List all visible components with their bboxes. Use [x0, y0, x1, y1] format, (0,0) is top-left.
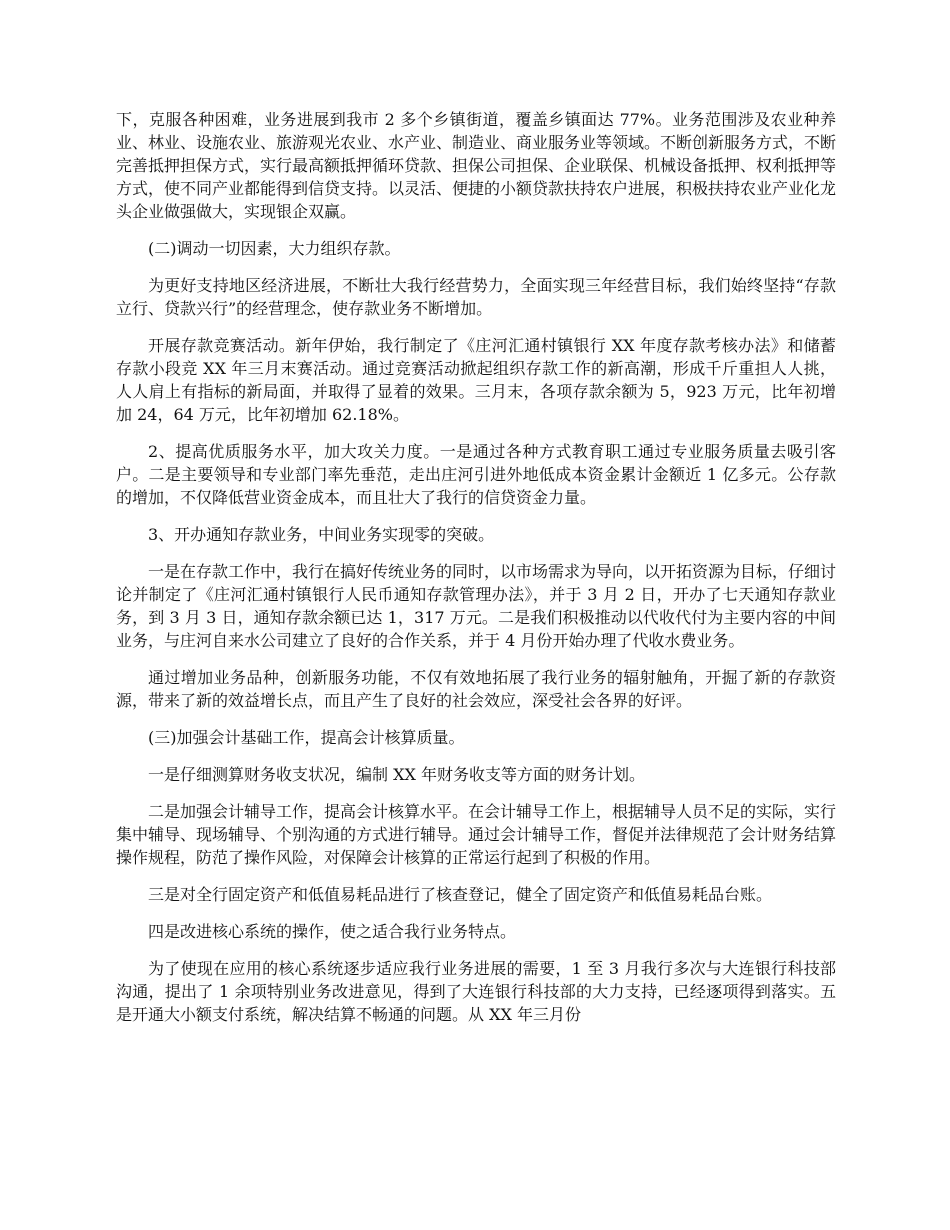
paragraph-notice-deposit-heading: 3、开办通知存款业务，中间业务实现零的突破。: [148, 525, 495, 544]
paragraph-financial-plan: 一是仔细测算财务收支状况，编制 XX 年财务收支等方面的财务计划。: [148, 765, 645, 784]
paragraph-service-quality: 2、提高优质服务水平，加大攻关力度。一是通过各种方式教育职工通过专业服务质量去吸引客户。二是主要领导和专业部门率先垂范，走出庄河引进外地低成本资金累计金额近 1 亿多元。公存款的增加，不仅降低营业资金成本，而且壮大了我行的信贷资金力量。: [116, 442, 836, 507]
paragraph-core-system: 四是改进核心系统的操作，使之适合我行业务特点。: [148, 922, 517, 941]
document-page: [116, 108, 836, 1040]
paragraph-accounting-guidance: 二是加强会计辅导工作，提高会计核算水平。在会计辅导工作上，根据辅导人员不足的实际，实行集中辅导、现场辅导、个别沟通的方式进行辅导。通过会计辅导工作，督促并法律规范了会计财务结算操作规程，防范了操作风险，对保障会计核算的正常运行起到了积极的作用。: [116, 802, 837, 867]
paragraph-fixed-assets: 三是对全行固定资产和低值易耗品进行了核查登记，健全了固定资产和低值易耗品台账。: [148, 885, 773, 904]
paragraph-deposit-competition: 开展存款竞赛活动。新年伊始，我行制定了《庄河汇通村镇银行 XX 年度存款考核办法》和储蓄存款小段竞 XX 年三月末赛活动。通过竞赛活动掀起组织存款工作的新高潮，形成千斤重担人人挑，人人肩上有指标的新局面，并取得了显着的效果。三月末，各项存款余额为 5，923 万元，比年初增加 24，64 万元，比年初增加 62.18%。: [116, 336, 836, 424]
paragraph-deposit-philosophy: 为更好支持地区经济进展，不断壮大我行经营势力，全面实现三年经营目标，我们始终坚持“存款立行、贷款兴行”的经营理念，使存款业务不断增加。: [116, 276, 836, 318]
section-heading-accounting: (三)加强会计基础工作，提高会计核算质量。: [148, 728, 465, 747]
paragraph-core-system-improvement: 为了使现在应用的核心系统逐步适应我行业务进展的需要，1 至 3 月我行多次与大连银行科技部沟通，提出了 1 余项特别业务改进意见，得到了大连银行科技部的大力支持，已经逐项得到落实。五是开通大小额支付系统，解决结算不畅通的问题。从 XX 年三月份: [116, 959, 836, 1024]
paragraph-business-expansion: 通过增加业务品种，创新服务功能，不仅有效地拓展了我行业务的辐射触角，开掘了新的存款资源，带来了新的效益增长点，而且产生了良好的社会效应，深受社会各界的好评。: [116, 668, 836, 710]
section-heading-deposits: (二)调动一切因素，大力组织存款。: [148, 239, 401, 258]
paragraph-continuation: 下，克服各种困难，业务进展到我市 2 多个乡镇街道，覆盖乡镇面达 77%。业务范围涉及农业种养业、林业、设施农业、旅游观光农业、水产业、制造业、商业服务业等领域。不断创新服务方式，不断完善抵押担保方式，实行最高额抵押循环贷款、担保公司担保、企业联保、机械设备抵押、权利抵押等方式，使不同产业都能得到信贷支持。以灵活、便捷的小额贷款扶持农户进展，积极扶持农业产业化龙头企业做强做大，实现银企双赢。: [116, 110, 837, 221]
paragraph-notice-deposit: 一是在存款工作中，我行在搞好传统业务的同时，以市场需求为导向，以开拓资源为目标，仔细讨论并制定了《庄河汇通村镇银行人民币通知存款管理办法》，并于 3 月 2 日，开办了七天通知存款业务，到 3 月 3 日，通知存款余额已达 1，317 万元。二是我们积极推动以代收代付为主要内容的中间业务，与庄河自来水公司建立了良好的合作关系，并于 4 月份开始办理了代收水费业务。: [116, 562, 837, 650]
